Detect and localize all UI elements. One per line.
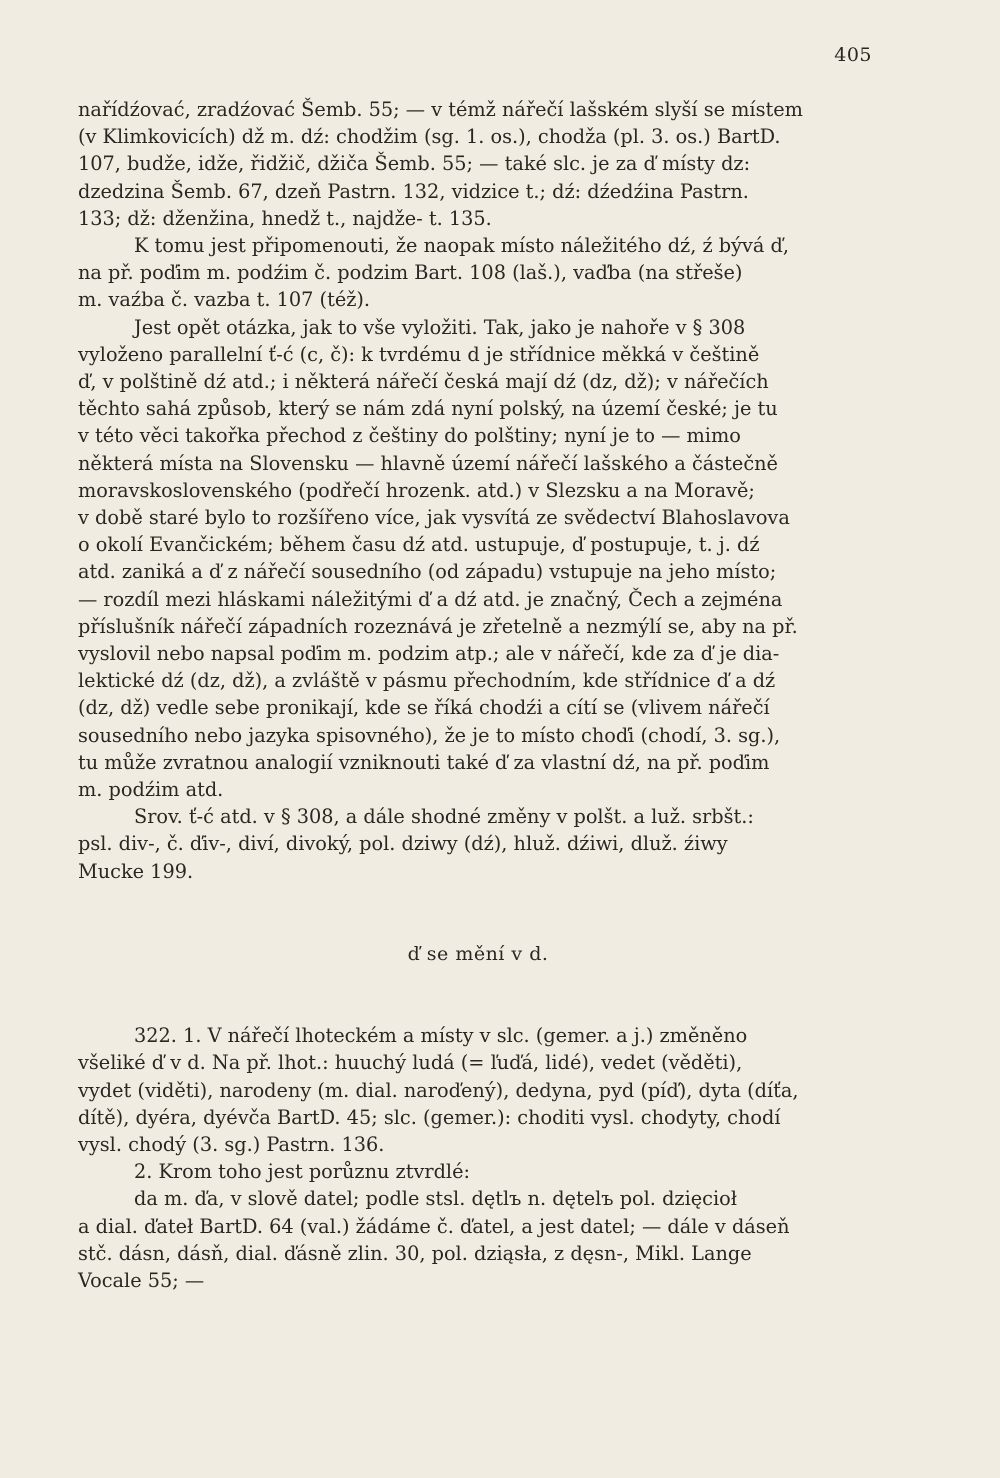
text-line: nařídźovać, zradźovać Šemb. 55; — v témž nářečí lašském slyší se místem — [78, 98, 803, 121]
text-line: 133; dž: dženžina, hnedž t., najdže- t. 135. — [78, 206, 492, 230]
text-line: 107, budže, idže, řidžič, džiča Šemb. 55; — také slc. je za ď místy dz: — [78, 152, 751, 176]
text-line: (dz, dž) vedle sebe pronikají, kde se říká chodźi a cítí se (vlivem nářečí — [78, 696, 770, 720]
text-line: sousedního nebo jazyka spisovného), že je to místo choďi (chodí, 3. sg.), — [78, 723, 781, 747]
text-line: Jest opět otázka, jak to vše vyložiti. Tak, jako je nahoře v § 308 — [134, 315, 746, 339]
paragraph-p1 — [78, 96, 878, 232]
text-line: 322. 1. V nářečí lhoteckém a místy v slc. (gemer. a j.) změněno — [134, 1024, 748, 1048]
text-line: m. podźim atd. — [78, 778, 224, 802]
text-line: o okolí Evančickém; během času dź atd. ustupuje, ď postupuje, t. j. dź — [78, 533, 760, 557]
text-line: vyslovil nebo napsal poďim m. podzim atp.; ale v nářečí, kde za ď je dia- — [78, 642, 780, 666]
text-line: vydet (viděti), narodeny (m. dial. naroďený), dedyna, pyd (píď), dyta (díťa, — [78, 1078, 799, 1102]
text-line: — rozdíl mezi hláskami náležitými ď a dź atd. je značný, Čech a zejména — [78, 587, 783, 611]
text-line: da m. ďa, v slově datel; podle stsl. dętlъ n. dętelъ pol. dzięcioł — [134, 1187, 737, 1211]
paragraph-p2 — [78, 232, 878, 314]
text-line: a dial. ďateł BartD. 64 (val.) žádáme č. ďatel, a jest datel; — dále v dáseň — [78, 1214, 790, 1238]
paragraph-p7 — [78, 1185, 878, 1294]
text-line: Mucke 199. — [78, 859, 194, 883]
body-text — [78, 96, 878, 1294]
text-line: (v Klimkovicích) dž m. dź: chodžim (sg. 1. os.), chodža (pl. 3. os.) BartD. — [78, 125, 781, 149]
text-line: atd. zaniká a ď z nářečí sousedního (od západu) vstupuje na jeho místo; — [78, 560, 777, 584]
section-heading: ď se mění v d. — [407, 942, 549, 965]
paragraph-p5 — [78, 1022, 878, 1158]
text-line: Srov. ť-ć atd. v § 308, a dále shodné změny v polšt. a luž. srbšt.: — [134, 805, 754, 829]
text-line: lektické dź (dz, dž), a zvláště v pásmu přechodním, kde střídnice ď a dź — [78, 669, 776, 693]
text-line: stč. dásn, dásň, dial. ďásně zlin. 30, pol. dziąsła, z dęsn-, Mikl. Lange — [78, 1241, 752, 1265]
page-number: 405 — [834, 44, 872, 66]
text-line: příslušník nářečí západních rozeznává je zřetelně a nezmýlí se, aby na př. — [78, 614, 798, 638]
paragraph-p4 — [78, 803, 878, 885]
text-line: moravskoslovenského (podřečí hrozenk. atd.) v Slezsku a na Moravě; — [78, 478, 755, 502]
text-line: psl. div-, č. ďiv-, diví, divoký, pol. dziwy (dź), hluž. dźiwi, dluž. źiwy — [78, 832, 728, 856]
text-line: v době staré bylo to rozšířeno více, jak vysvítá ze svědectví Blahoslavova — [78, 506, 790, 530]
text-line: na př. poďim m. podźim č. podzim Bart. 108 (laš.), vaďba (na střeše) — [78, 261, 743, 285]
paragraphs-before-heading — [78, 96, 878, 885]
text-line: K tomu jest připomenouti, že naopak místo náležitého dź, ź bývá ď, — [134, 234, 789, 258]
text-line: tu může zvratnou analogií vzniknouti také ď za vlastní dź, na př. poďim — [78, 750, 770, 774]
paragraph-p3 — [78, 314, 878, 804]
text-line: dítě), dyéra, dyévča BartD. 45; slc. (gemer.): choditi vysl. chodyty, chodí — [78, 1105, 781, 1129]
text-line: vysl. chodý (3. sg.) Pastrn. 136. — [78, 1132, 385, 1156]
text-line: 2. Krom toho jest porůznu ztvrdlé: — [134, 1160, 470, 1184]
text-line: m. vaźba č. vazba t. 107 (též). — [78, 288, 371, 312]
text-line: vyloženo parallelní ť-ć (c, č): k tvrdému d je střídnice měkká v češtině — [78, 342, 760, 366]
text-line: v této věci takořka přechod z češtiny do polštiny; nyní je to — mimo — [78, 424, 741, 448]
text-line: dzedzina Šemb. 67, dzeň Pastrn. 132, vidzice t.; dź: dźedźina Pastrn. — [78, 179, 749, 203]
text-line: těchto sahá způsob, který se nám zdá nyní polský, na území české; je tu — [78, 397, 778, 421]
text-line: Vocale 55; — — [78, 1268, 205, 1292]
paragraph-p6 — [78, 1158, 878, 1185]
text-line: ď, v polštině dź atd.; i některá nářečí česká mají dź (dz, dž); v nářečích — [78, 370, 769, 394]
text-line: některá místa na Slovensku — hlavně území nářečí lašského a částečně — [78, 451, 778, 475]
paragraphs-after-heading — [78, 1022, 878, 1294]
text-line: všeliké ď v d. Na př. lhot.: huuchý ludá (= ľuďá, lidé), vedet (věděti), — [78, 1051, 743, 1075]
